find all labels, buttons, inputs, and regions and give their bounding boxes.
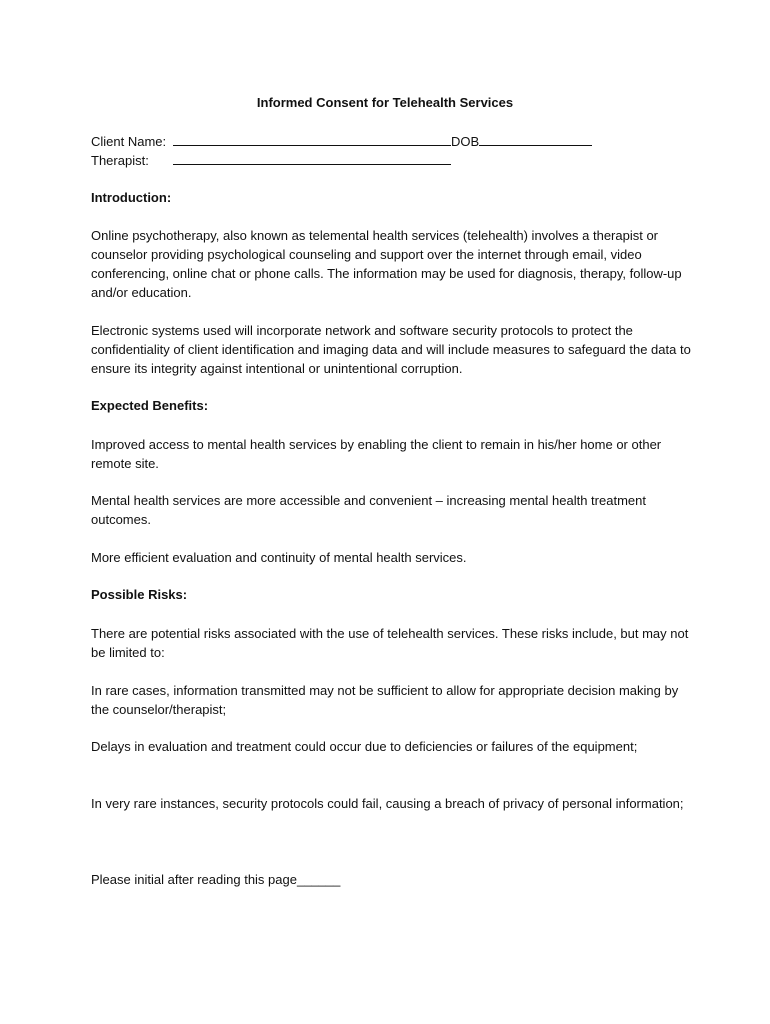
therapist-blank[interactable] [173, 151, 451, 165]
client-name-label: Client Name: [91, 134, 167, 149]
introduction-paragraph: Electronic systems used will incorporate network and software security protocols to protect the confidentiality of client identification and imaging data and will include measures to safeguard the data to ensure its integrity against intentional or unintentional corruption. [91, 323, 691, 376]
benefits-paragraph: More efficient evaluation and continuity of mental health services. [91, 550, 467, 565]
benefits-paragraph: Improved access to mental health services by enabling the client to remain in his/her home or other remote site. [91, 437, 662, 471]
risks-paragraph: In rare cases, information transmitted may not be sufficient to allow for appropriate decision making by the counselor/therapist; [91, 683, 679, 717]
introduction-heading: Introduction: [91, 190, 172, 205]
therapist-label: Therapist: [91, 153, 149, 168]
therapist-row [91, 151, 451, 170]
document-title: Informed Consent for Telehealth Services [256, 95, 514, 110]
expected-benefits-heading: Expected Benefits: [91, 398, 209, 413]
dob-label: DOB [451, 134, 480, 149]
introduction-paragraph: Online psychotherapy, also known as telemental health services (telehealth) involves a therapist or counselor providing psychological counseling and support over the internet through email, video conferencing, online chat or phone calls. The information may be used for diagnosis, therapy, follow-up and/or education. [91, 228, 682, 300]
client-name-blank[interactable] [173, 132, 451, 146]
dob-blank[interactable] [479, 132, 592, 146]
risks-paragraph: Delays in evaluation and treatment could occur due to deficiencies or failures of the equipment; [91, 739, 638, 754]
client-name-row [91, 132, 592, 151]
risks-paragraph: In very rare instances, security protocols could fail, causing a breach of privacy of personal information; [91, 796, 684, 811]
possible-risks-heading: Possible Risks: [91, 587, 188, 602]
benefits-paragraph: Mental health services are more accessible and convenient – increasing mental health treatment outcomes. [91, 493, 646, 527]
risks-paragraph: There are potential risks associated with the use of telehealth services. These risks include, but may not be limited to: [91, 626, 689, 660]
initial-prompt: Please initial after reading this page______ [91, 872, 341, 887]
